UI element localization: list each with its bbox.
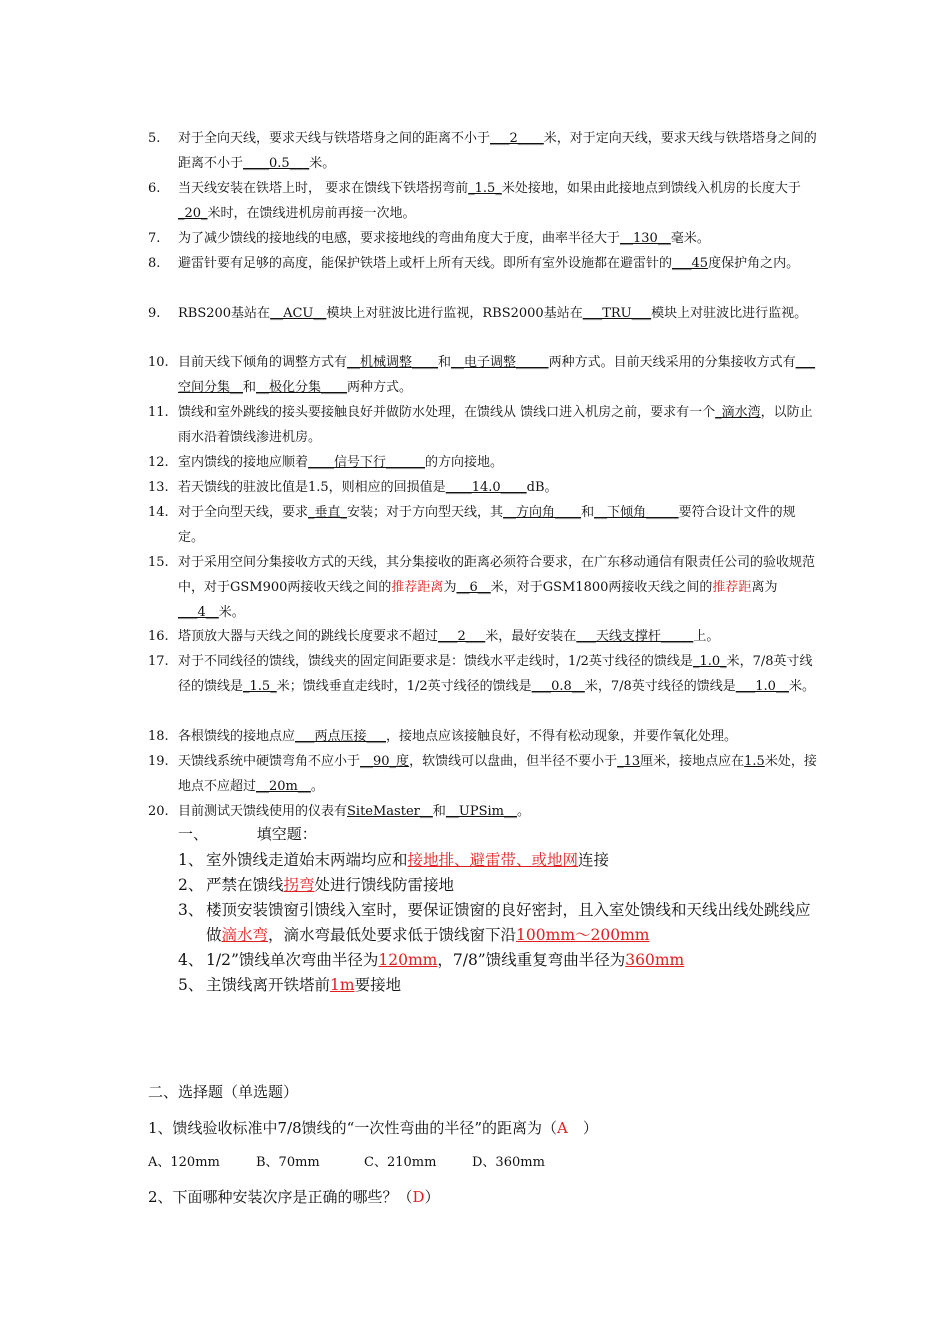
question-text	[178, 226, 818, 251]
fill-text	[206, 948, 818, 973]
question-item	[148, 126, 818, 176]
answer-blank: __UPSim__	[445, 804, 517, 819]
fill-number: 1、	[178, 851, 204, 869]
question-item	[148, 749, 818, 799]
answer-blank: __20m__	[256, 779, 311, 794]
fill-text	[206, 848, 818, 873]
text-run: 毫米。	[670, 231, 710, 246]
question-number: 17.	[148, 654, 169, 669]
choice-option: D、360mm	[472, 1155, 545, 1170]
answer-blank: _1.0_	[692, 654, 727, 669]
answer-blank: __90_度	[360, 754, 410, 769]
question-item	[148, 475, 818, 500]
text-run: 目前测试天馈线使用的仪表有	[178, 804, 348, 819]
answer-blank: ___4__	[178, 605, 219, 620]
text-run: 和	[243, 380, 257, 395]
question-number: 14.	[148, 505, 169, 520]
text-run: 1、馈线验收标准中7/8馈线的“一次性弯曲的半径”的距离为（	[148, 1119, 558, 1137]
answer-blank: _20_	[178, 206, 208, 221]
question-number: 13.	[148, 480, 169, 495]
text-run: 米。	[788, 679, 815, 694]
question-item	[148, 226, 818, 251]
text-run: 各根馈线的接地点应	[178, 729, 296, 744]
text-run: 对于全向型天线，要求	[178, 505, 309, 520]
question-item	[148, 799, 818, 824]
text-run: 室内馈线的接地应顺着	[178, 455, 309, 470]
text-run: RBS200基站在	[178, 306, 271, 321]
text-run: 当天线安装在铁塔上时， 要求在馈线下铁塔拐弯前	[178, 181, 469, 196]
text-run: 和	[581, 505, 595, 520]
text-run: 对于采用空间分集接收方式的天线，其分集接收的距离必须符合要求，在广东移动通信有限责任公司的验收规范中，对于GSM900两接收天线之间的	[178, 555, 816, 595]
question-item	[148, 350, 818, 400]
question-number: 8.	[148, 256, 161, 271]
fill-item	[178, 873, 818, 898]
answer-text: D	[412, 1188, 425, 1206]
text-run: 1/2”馈线单次弯曲半径为	[206, 951, 379, 969]
answer-blank: _1.5_	[243, 679, 277, 694]
text-run: 。	[516, 804, 530, 819]
text-run: 要符合设计文件的规定。	[178, 505, 796, 545]
text-run: 的方向接地。	[425, 455, 504, 470]
text-run: ，滴水弯最低处要求低于馈线窗下沿	[268, 926, 517, 944]
question-text	[178, 649, 818, 699]
answer-blank: __电子调整_____	[451, 355, 549, 370]
question-text	[178, 749, 818, 799]
question-text	[178, 126, 818, 176]
answer-blank: __6__	[456, 580, 491, 595]
text-run: ，7/8”馈线重复弯曲半径为	[437, 951, 626, 969]
answer-blank: ___空间分集__	[178, 355, 816, 395]
text-run: 米，7/8英寸线径的馈线是	[178, 654, 813, 694]
question-item	[148, 450, 818, 475]
text-run: 若天馈线的驻波比值是1.5，则相应的回损值是	[178, 480, 446, 495]
fill-text	[206, 898, 818, 948]
question-item	[148, 649, 818, 699]
text-run: 对于全向天线，要求天线与铁塔塔身之间的距离不小于	[178, 131, 491, 146]
question-text	[178, 799, 818, 824]
text-run: 塔顶放大器与天线之间的跳线长度要求不超过	[178, 629, 439, 644]
answer-blank: _垂直_	[308, 505, 348, 520]
question-number: 5.	[148, 131, 161, 146]
fill-number: 5、	[178, 976, 204, 994]
question-number: 6.	[148, 181, 161, 196]
answer-blank: __方向角____	[503, 505, 582, 520]
question-number: 12.	[148, 455, 169, 470]
text-run: dB。	[526, 480, 558, 495]
text-run: 米处，接地点不应超过	[178, 754, 817, 794]
text-run: ，软馈线可以盘曲，但半径不要小于	[409, 754, 618, 769]
text-run: 米，7/8英寸线径的馈线是	[584, 679, 736, 694]
text-run: 连接	[578, 851, 610, 869]
question-number: 15.	[148, 555, 169, 570]
text-run: 目前天线下倾角的调整方式有	[178, 355, 348, 370]
answer-blank: ___2___	[438, 629, 486, 644]
answer-blank: 120mm	[378, 951, 438, 969]
question-number: 9.	[148, 306, 161, 321]
answer-blank: __极化分集____	[256, 380, 348, 395]
text-run: ，以防止雨水沿着馈线渗进机房。	[178, 405, 813, 445]
question-text	[178, 176, 818, 226]
fill-header-num: 一、	[178, 825, 209, 843]
text-run: 米。	[309, 156, 336, 171]
question-text	[178, 550, 818, 625]
answer-blank: 1.5	[744, 754, 765, 769]
text-run: 主馈线离开铁塔前	[206, 976, 331, 994]
answer-blank: ___0.8__	[531, 679, 585, 694]
text-run: 处进行馈线防雷接地	[314, 876, 455, 894]
answer-blank: __下倾角_____	[594, 505, 679, 520]
answer-blank: __130__	[620, 231, 671, 246]
answer-blank: 1m	[330, 976, 355, 994]
question-number: 7.	[148, 231, 161, 246]
text-run: 安装；对于方向型天线，其	[347, 505, 504, 520]
question-number: 20.	[148, 804, 169, 819]
answer-blank: 360mm	[625, 951, 685, 969]
choice-question	[148, 1116, 598, 1141]
question-text	[178, 301, 818, 326]
choice-option: A、120mm	[148, 1155, 220, 1170]
question-text	[178, 500, 818, 550]
fill-item	[178, 973, 818, 998]
question-item	[148, 624, 818, 649]
question-item	[148, 400, 818, 450]
text-run: 和	[438, 355, 452, 370]
answer-blank: ___两点压接___	[295, 729, 387, 744]
answer-blank: _1.5_	[468, 181, 502, 196]
question-number: 18.	[148, 729, 169, 744]
text-run: 室外馈线走道始末两端均应和	[206, 851, 408, 869]
answer-blank: 滴水弯	[221, 926, 269, 944]
text-run: 上。	[693, 629, 720, 644]
question-number: 19.	[148, 754, 169, 769]
text-run: 对于不同线径的馈线，馈线夹的固定间距要求是：馈线水平走线时，1/2英寸线径的馈线是	[178, 654, 693, 669]
text-run: 米时，在馈线进机房前再接一次地。	[207, 206, 416, 221]
question-number: 16.	[148, 629, 169, 644]
answer-blank: ____14.0____	[445, 480, 527, 495]
question-item	[148, 550, 818, 625]
text-run: 模块上对驻波比进行监视。	[651, 306, 808, 321]
answer-blank: ___天线支撑杆_____	[576, 629, 694, 644]
text-run: 离为	[751, 580, 778, 595]
question-item	[148, 500, 818, 550]
text-run: 2、下面哪种安装次序是正确的哪些？（	[148, 1188, 413, 1206]
text-run: 天馈线系统中硬馈弯角不应小于	[178, 754, 361, 769]
text-run: 模块上对驻波比进行监视，RBS2000基站在	[326, 306, 583, 321]
question-number: 11.	[148, 405, 169, 420]
text-run: 为了减少馈线的接地线的电感，要求接地线的弯曲角度大于度，曲率半径大于	[178, 231, 621, 246]
text-run: 为	[443, 580, 457, 595]
text-run: 。	[310, 779, 324, 794]
fill-header	[178, 822, 317, 847]
choice-option: B、70mm	[256, 1155, 320, 1170]
text-run: 米；馈线垂直走线时，1/2英寸线径的馈线是	[276, 679, 532, 694]
question-text	[178, 475, 818, 500]
text-run: 米，最好安装在	[485, 629, 577, 644]
fill-number: 3、	[178, 901, 204, 919]
fill-header-label: 填空题：	[256, 825, 317, 843]
answer-blank: ____0.5___	[243, 156, 310, 171]
question-text	[178, 724, 818, 749]
answer-blank: ___1.0__	[735, 679, 789, 694]
text-run: 馈线和室外跳线的接头要接触良好并做防水处理，在馈线从 馈线口进入机房之前，要求有一个	[178, 405, 716, 420]
choice-question	[148, 1185, 440, 1210]
choice-options	[148, 1150, 580, 1175]
text-run: 米处接地，如果由此接地点到馈线入机房的长度大于	[501, 181, 801, 196]
text-run: 度保护角之内。	[708, 256, 800, 271]
answer-blank: ___2____	[490, 131, 544, 146]
answer-text: A	[557, 1119, 568, 1137]
text-run: 米，对于定向天线，要求天线与铁塔塔身之间的距离不小于	[178, 131, 817, 171]
question-text	[178, 450, 818, 475]
answer-blank: ___TRU___	[582, 306, 652, 321]
answer-blank: __ACU__	[270, 306, 327, 321]
answer-text: 推荐距离	[391, 580, 444, 595]
choice-option: C、210mm	[364, 1155, 437, 1170]
text-run: 两种方式。	[347, 380, 413, 395]
fill-item	[178, 948, 818, 973]
question-item	[148, 176, 818, 226]
text-run: ，接地点应该接触良好，不得有松动现象，并要作氧化处理。	[386, 729, 738, 744]
question-number: 10.	[148, 355, 169, 370]
question-item	[148, 724, 818, 749]
fill-number: 4、	[178, 951, 204, 969]
fill-item	[178, 898, 818, 948]
answer-blank: 100mm～200mm	[516, 926, 650, 944]
answer-blank: SiteMaster__	[347, 804, 433, 819]
text-run: ）	[424, 1188, 440, 1206]
text-run: 和	[432, 804, 446, 819]
question-text	[178, 350, 818, 400]
answer-blank: ___45	[672, 256, 709, 271]
answer-blank: 拐弯	[283, 876, 315, 894]
fill-text	[206, 973, 818, 998]
section2-title: 二、选择题（单选题）	[148, 1083, 299, 1101]
text-run: 米，对于GSM1800两接收天线之间的	[490, 580, 713, 595]
fill-number: 2、	[178, 876, 204, 894]
question-text	[178, 400, 818, 450]
fill-item	[178, 848, 818, 873]
answer-text: 推荐距	[712, 580, 752, 595]
answer-blank: _滴水湾	[715, 405, 761, 420]
text-run: 避雷针要有足够的高度，能保护铁塔上或杆上所有天线。即所有室外设施都在避雷针的	[178, 256, 673, 271]
question-item	[148, 251, 818, 276]
text-run: 严禁在馈线	[206, 876, 284, 894]
text-run: 米。	[218, 605, 245, 620]
text-run: 厘米，接地点应在	[640, 754, 745, 769]
question-item	[148, 301, 818, 326]
text-run: ）	[567, 1119, 598, 1137]
question-text	[178, 251, 818, 276]
question-text	[178, 624, 818, 649]
text-run: 要接地	[354, 976, 402, 994]
answer-blank: __机械调整____	[347, 355, 439, 370]
text-run: 楼顶安装馈窗引馈线入室时，要保证馈窗的良好密封，且入室处馈线和天线出线处跳线应做	[206, 901, 811, 944]
answer-blank: _13	[617, 754, 641, 769]
answer-blank: ____信号下行______	[308, 455, 426, 470]
fill-text	[206, 873, 818, 898]
text-run: 两种方式。目前天线采用的分集接收方式有	[548, 355, 796, 370]
answer-blank: 接地排、避雷带、或地网	[407, 851, 579, 869]
